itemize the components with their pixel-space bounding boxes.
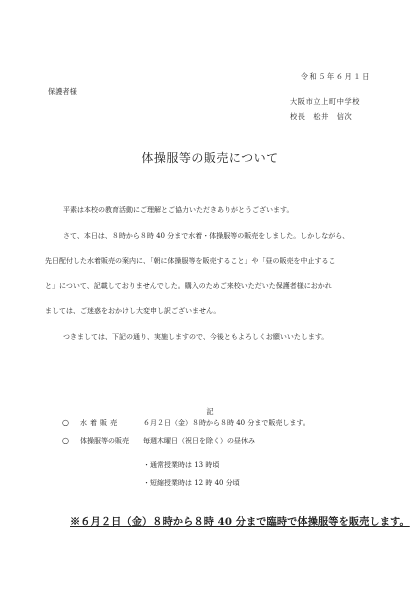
school-name: 大阪市立上町中学校 <box>290 97 361 106</box>
bullet-icon: ○ <box>62 418 69 427</box>
para1-line-4: ましては、ご迷惑をおかけし大変申し訳ございません。 <box>45 307 221 315</box>
greeting-line: 平素は本校の教育活動にご理解とご協力いただきありがとうございます。 <box>63 206 294 214</box>
para1-line-3: と」について、記載しておりませんでした。購入のためご来校いただいた保護者様におかれ <box>45 282 332 290</box>
gym-detail: 毎週木曜日（祝日を除く）の昼休み <box>143 437 255 445</box>
swimwear-detail: ６月２日（金）８時から８時 40 分まで販売します。 <box>143 419 310 427</box>
recipient: 保護者様 <box>48 87 77 96</box>
swimwear-label: 水 着 販 売 <box>80 419 118 427</box>
short-class-time: ・短縮授業時は 12 時 40 分頃 <box>143 479 240 487</box>
para2-line: つきましては、下記の通り、実施しますので、今後ともよろしくお願いいたします。 <box>63 333 329 341</box>
ki-heading: 記 <box>206 407 214 416</box>
gym-label: 体操服等の販売 <box>80 437 129 445</box>
bullet-icon: ○ <box>62 436 69 445</box>
letter-title: 体操服等の販売について <box>141 151 279 165</box>
principal-name: 校長 松井 信次 <box>290 112 353 121</box>
letter-date: 令和５年６月１日 <box>300 72 371 81</box>
para1-line-2: 先日配付した水着販売の案内に、「朝に体操服等を販売すること」や「昼の販売を中止するこ <box>45 257 336 265</box>
special-notice: ※６月２日（金）８時から８時 40 分まで臨時で体操服等を販売します。 <box>70 516 410 528</box>
para1-line-1: さて、本日は、８時から８時 40 分まで水着・体操服等の販売をしました。しかしながら、 <box>63 232 350 240</box>
regular-class-time: ・通常授業時は 13 時頃 <box>143 461 220 469</box>
